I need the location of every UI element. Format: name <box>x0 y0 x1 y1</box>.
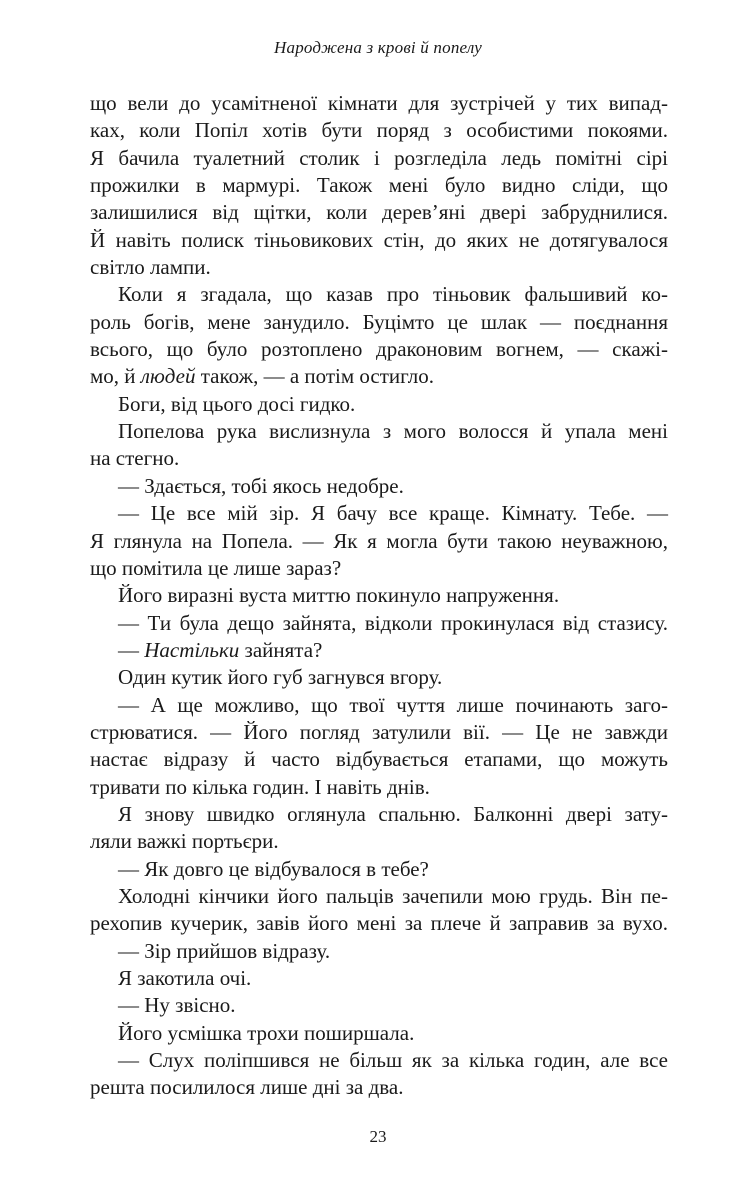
text-line: — Настільки зайнята? <box>118 637 323 662</box>
text-line: Його усмішка трохи поширшала. <box>118 1020 415 1045</box>
text-line: Я знову швидко оглянула спальню. Балконні двері зату- <box>118 801 668 826</box>
text-line: ках, коли Попіл хотів бути поряд з особистими покоями. <box>90 118 668 143</box>
text-line: — Як довго це відбувалося в тебе? <box>118 856 429 881</box>
text-line: Боги, від цього досі гидко. <box>118 391 356 416</box>
text-line: — Слух поліпшився не більш як за кілька годин, але все <box>118 1048 668 1073</box>
text-line: Попелова рука вислизнула з мого волосся й упала мені <box>118 419 668 444</box>
text-line: ляли важкі портьєри. <box>90 829 279 854</box>
text-line: всього, що було розтоплено драконовим вогнем, — скажі- <box>90 337 668 362</box>
page-number: 23 <box>369 1127 387 1146</box>
text-line: настає відразу й часто відбувається етапами, що можуть <box>90 747 668 772</box>
emphasis-text: людей <box>140 364 196 389</box>
text-line: Я бачила туалетний столик і розгледіла ледь помітні сірі <box>90 145 668 170</box>
text-line: Я закотила очі. <box>118 966 252 990</box>
text-line: — Ну звісно. <box>118 993 236 1018</box>
text-line: — А ще можливо, що твої чуття лише починають заго- <box>118 692 668 717</box>
text-line: світло лампи. <box>90 255 211 280</box>
text-line: Його виразні вуста миттю покинуло напруження. <box>118 583 560 608</box>
text-line: стрюватися. — Його погляд затулили вії. — Це не завжди <box>90 719 668 744</box>
text-line: залишилися від щітки, коли дерев’яні двері забруднилися. <box>90 200 668 225</box>
running-head: Народжена з крові й попелу <box>274 38 482 57</box>
text-line: тривати по кілька годин. І навіть днів. <box>90 774 430 799</box>
text-line: Я глянула на Попела. — Як я могла бути такою неуважною, <box>90 528 668 553</box>
text-line: мо, й людей також, — а потім остигло. <box>90 364 434 389</box>
text-line: роль богів, мене занудило. Буцімто це шлак — поєднання <box>90 309 668 334</box>
text-line: — Здається, тобі якось недобре. <box>118 473 404 498</box>
text-line: Холодні кінчики його пальців зачепили мою грудь. Він пе- <box>118 883 668 908</box>
text-line: решта посилилося лише дні за два. <box>90 1075 404 1100</box>
text-line: що помітила це лише зараз? <box>90 555 342 580</box>
text-line: — Зір прийшов відразу. <box>118 938 331 963</box>
page-body <box>90 90 668 1102</box>
text-line: — Це все мій зір. Я бачу все краще. Кімнату. Тебе. — <box>118 501 668 526</box>
text-line: що вели до усамітненої кімнати для зустрічей у тих випад- <box>90 91 668 115</box>
text-line: Й навіть полиск тіньовикових стін, до яких не дотягувалося <box>90 227 668 252</box>
text-line: на стегно. <box>90 446 180 471</box>
text-line: рехопив кучерик, завів його мені за плече й заправив за вухо. <box>90 911 668 936</box>
emphasis-text: Настільки <box>144 637 240 662</box>
text-line: — Ти була дещо зайнята, відколи прокинулася від стазису. <box>118 610 668 635</box>
text-line: прожилки в мармурі. Також мені було видно сліди, що <box>90 173 668 198</box>
text-line: Один кутик його губ загнувся вгору. <box>118 665 443 690</box>
text-line: Коли я згадала, що казав про тіньовик фальшивий ко- <box>118 282 668 307</box>
